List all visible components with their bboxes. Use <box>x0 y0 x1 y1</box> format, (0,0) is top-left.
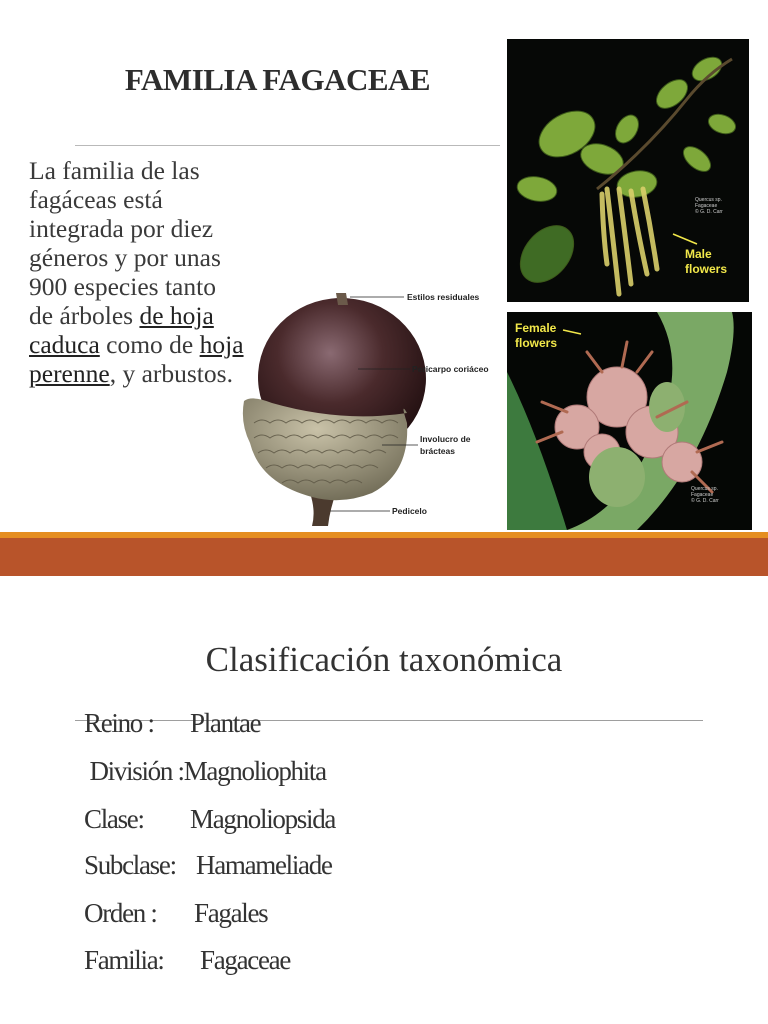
link-hoja-perenne[interactable]: hoja perenne <box>29 330 244 388</box>
credit-female-3: © G. D. Carr <box>691 498 719 504</box>
label-styles: Estilos residuales <box>407 292 480 302</box>
divider-band-rust <box>0 538 768 576</box>
paragraph-text-3: , y arbustos. <box>109 359 233 388</box>
taxonomy-row-familia <box>84 945 290 976</box>
row-value: Fagales <box>194 898 268 928</box>
title-divider <box>75 145 500 146</box>
credit-male-3: © G. D. Carr <box>695 209 723 215</box>
slide-title: FAMILIA FAGACEAE <box>124 62 431 97</box>
taxonomy-title: Clasificación taxonómica <box>205 640 563 679</box>
row-value: Plantae <box>190 708 261 738</box>
row-value: Magnoliopsida <box>190 804 336 834</box>
row-key: Familia: <box>84 945 164 975</box>
taxonomy-row-clase <box>84 804 335 835</box>
residual-styles <box>336 293 348 305</box>
row-value: Magnoliophita <box>183 756 326 786</box>
credit-male-2: Fagaceae <box>695 203 718 209</box>
caption-female-2: flowers <box>515 336 558 350</box>
credit-female-2: Fagaceae <box>691 492 714 498</box>
paragraph-text-1: La familia de las fagáceas está integrada por diez géneros y por unas 900 especies tanto de árboles <box>29 156 221 330</box>
description-paragraph <box>29 156 244 388</box>
caption-male-2: flowers <box>685 262 728 276</box>
acorn-diagram <box>232 283 494 528</box>
taxonomy-row-orden <box>84 898 267 929</box>
credit-male-1: Quercus sp. <box>695 197 722 203</box>
label-pericarp: Pericarpo coriáceo <box>412 364 489 374</box>
paragraph-text-2: como de <box>99 330 200 359</box>
male-flowers-photo <box>507 39 749 302</box>
caption-male-1: Male <box>685 247 712 261</box>
label-involucre-2: brácteas <box>420 446 455 456</box>
row-key: Subclase: <box>84 850 176 880</box>
row-key: Clase: <box>84 804 144 834</box>
label-involucre-1: Involucro de <box>420 434 471 444</box>
caption-female-1: Female <box>515 321 557 335</box>
credit-female-1: Quercus sp. <box>691 486 718 492</box>
row-key: Orden : <box>84 898 157 928</box>
link-hoja-caduca[interactable]: de hoja caduca <box>29 301 214 359</box>
row-key: División : <box>84 756 184 786</box>
female-flowers-photo <box>507 312 752 530</box>
arrow-male <box>673 234 697 244</box>
taxonomy-row-division <box>84 756 326 787</box>
label-pedicel: Pedicelo <box>392 506 427 516</box>
row-key: Reino : <box>84 708 154 738</box>
row-value: Fagaceae <box>200 945 291 975</box>
row-value: Hamameliade <box>196 850 332 880</box>
arrow-female <box>563 330 581 334</box>
taxonomy-row-subclase <box>84 850 332 881</box>
taxonomy-row-reino <box>84 708 260 739</box>
